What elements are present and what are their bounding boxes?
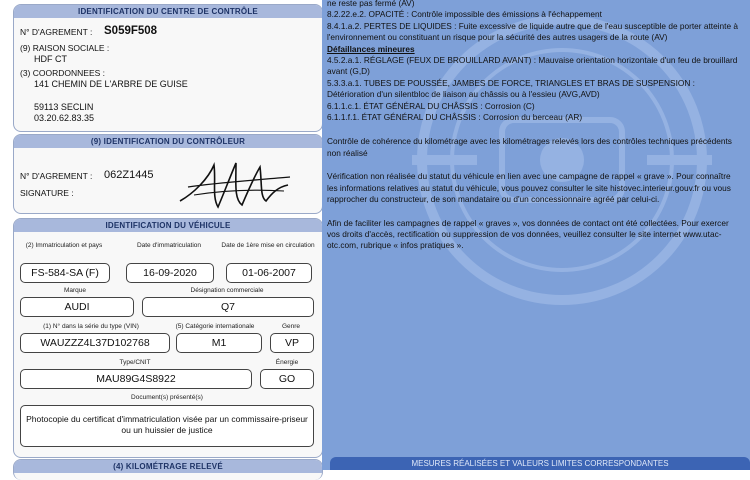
marque-value: AUDI bbox=[20, 297, 134, 317]
documents-label: Document(s) présenté(s) bbox=[131, 394, 203, 401]
mineures-title: Défaillances mineures bbox=[327, 43, 415, 54]
contact-note: Afin de faciliter les campagnes de rappel « graves », vos données de contact ont été collectées. Pour exercer vos droits d'accès, rectification ou suppression de vos données, veuillez consulter le site internet www.utac-otc.com, rubrique « infos pratiques ». bbox=[327, 217, 729, 251]
designation-label: Désignation commerciale bbox=[190, 287, 264, 294]
vin-label: (1) N° dans la série du type (VIN) bbox=[43, 323, 139, 330]
documents-value: Photocopie du certificat d'immatriculation visée par un commissaire-priseur ou un huissier de justice bbox=[26, 414, 308, 435]
kilometrage-header: (4) KILOMÉTRAGE RELEVÉ bbox=[14, 460, 322, 473]
signature-image bbox=[174, 157, 294, 213]
genre-label: Genre bbox=[281, 323, 301, 330]
type-label: Type/CNIT bbox=[119, 359, 151, 366]
controleur-header: (9) IDENTIFICATION DU CONTRÔLEUR bbox=[14, 135, 322, 148]
centre-agrement-value: S059F508 bbox=[104, 25, 158, 37]
centre-agrement-label: N° D'AGREMENT : bbox=[20, 27, 93, 37]
phone-value: 03.20.62.83.35 bbox=[34, 113, 95, 123]
categorie-value: M1 bbox=[176, 333, 262, 353]
immat-value: FS-584-SA (F) bbox=[20, 263, 110, 283]
date-circ-value: 01-06-2007 bbox=[226, 263, 312, 283]
date-immat-label: Date d'immatriculation bbox=[136, 242, 202, 249]
defaillance-line: 4.5.2.a.1. RÉGLAGE (FEUX DE BROUILLARD AVANT) : Mauvaise orientation horizontale d'un feu de brouillard avant (G,D) bbox=[327, 55, 738, 77]
controleur-card bbox=[13, 134, 323, 214]
immat-label: (2) Immatriculation et pays bbox=[25, 242, 103, 249]
designation-value: Q7 bbox=[142, 297, 314, 317]
signature-label: SIGNATURE : bbox=[20, 188, 74, 198]
centre-card bbox=[13, 4, 323, 132]
controleur-agrement-label: N° D'AGREMENT : bbox=[20, 171, 93, 181]
address-value: 141 CHEMIN DE L'ARBRE DE GUISE bbox=[34, 79, 188, 89]
raison-label: (9) RAISON SOCIALE : bbox=[20, 43, 110, 53]
energie-value: GO bbox=[260, 369, 314, 389]
mesures-header: MESURES RÉALISÉES ET VALEURS LIMITES CORRESPONDANTES bbox=[330, 457, 750, 470]
defaillances-panel bbox=[322, 0, 750, 470]
raison-value: HDF CT bbox=[34, 54, 67, 64]
date-circ-label: Date de 1ère mise en circulation bbox=[221, 242, 315, 249]
kilometrage-note: Contrôle de cohérence du kilométrage avec les kilométrages relevés lors des contrôles techniques précédents non réalisé bbox=[327, 136, 732, 158]
coord-label: (3) COORDONNEES : bbox=[20, 68, 106, 78]
categorie-label: (5) Catégorie internationale bbox=[175, 323, 255, 330]
energie-label: Énergie bbox=[275, 359, 299, 366]
date-immat-value: 16-09-2020 bbox=[126, 263, 214, 283]
defaillance-line: 8.4.1.a.2. PERTES DE LIQUIDES : Fuite excessive de liquide autre que de l'eau susceptible de porter atteinte à l'environnement ou constituant un risque pour la sécurité des autres usagers de la route (AV) bbox=[327, 20, 738, 43]
left-column bbox=[0, 0, 322, 470]
defaillances-list bbox=[327, 0, 743, 252]
defaillance-line: 8.2.22.e.2. OPACITÉ : Contrôle impossible des émissions à l'échappement bbox=[327, 9, 602, 20]
defaillance-line: ne reste pas fermé (AV) bbox=[327, 0, 415, 8]
defaillance-line: 5.3.3.a.1. TUBES DE POUSSÉE, JAMBES DE FORCE, TRIANGLES ET BRAS DE SUSPENSION : Détérioration d'un silentbloc de liaison au châssis ou à l'essieu (AVG,AVD) bbox=[327, 77, 695, 100]
genre-value: VP bbox=[270, 333, 314, 353]
vehicule-header: IDENTIFICATION DU VÉHICULE bbox=[14, 219, 322, 232]
rappel-note: Vérification non réalisée du statut du véhicule en lien avec une campagne de rappel « grave ». Pour connaître les informations relatives au statut du véhicule, vous pouvez consulter le site histovec.interieur.gouv.fr ou vous rapprocher du constructeur, de son mandataire ou d'un concessionnaire agréé par celui-ci. bbox=[327, 171, 731, 205]
vehicule-card bbox=[13, 218, 323, 458]
type-value: MAU89G4S8922 bbox=[20, 369, 252, 389]
marque-label: Marque bbox=[63, 287, 87, 294]
centre-header: IDENTIFICATION DU CENTRE DE CONTRÔLE bbox=[14, 5, 322, 18]
vin-value: WAUZZZ4L37D102768 bbox=[20, 333, 170, 353]
defaillance-line: 6.1.1.f.1. ÉTAT GÉNÉRAL DU CHÂSSIS : Corrosion du berceau (AR) bbox=[327, 112, 583, 123]
defaillance-line: 6.1.1.c.1. ÉTAT GÉNÉRAL DU CHÂSSIS : Corrosion (C) bbox=[327, 100, 535, 111]
documents-box bbox=[20, 405, 314, 447]
city-value: 59113 SECLIN bbox=[34, 102, 94, 112]
controleur-agrement-value: 062Z1445 bbox=[104, 169, 154, 181]
